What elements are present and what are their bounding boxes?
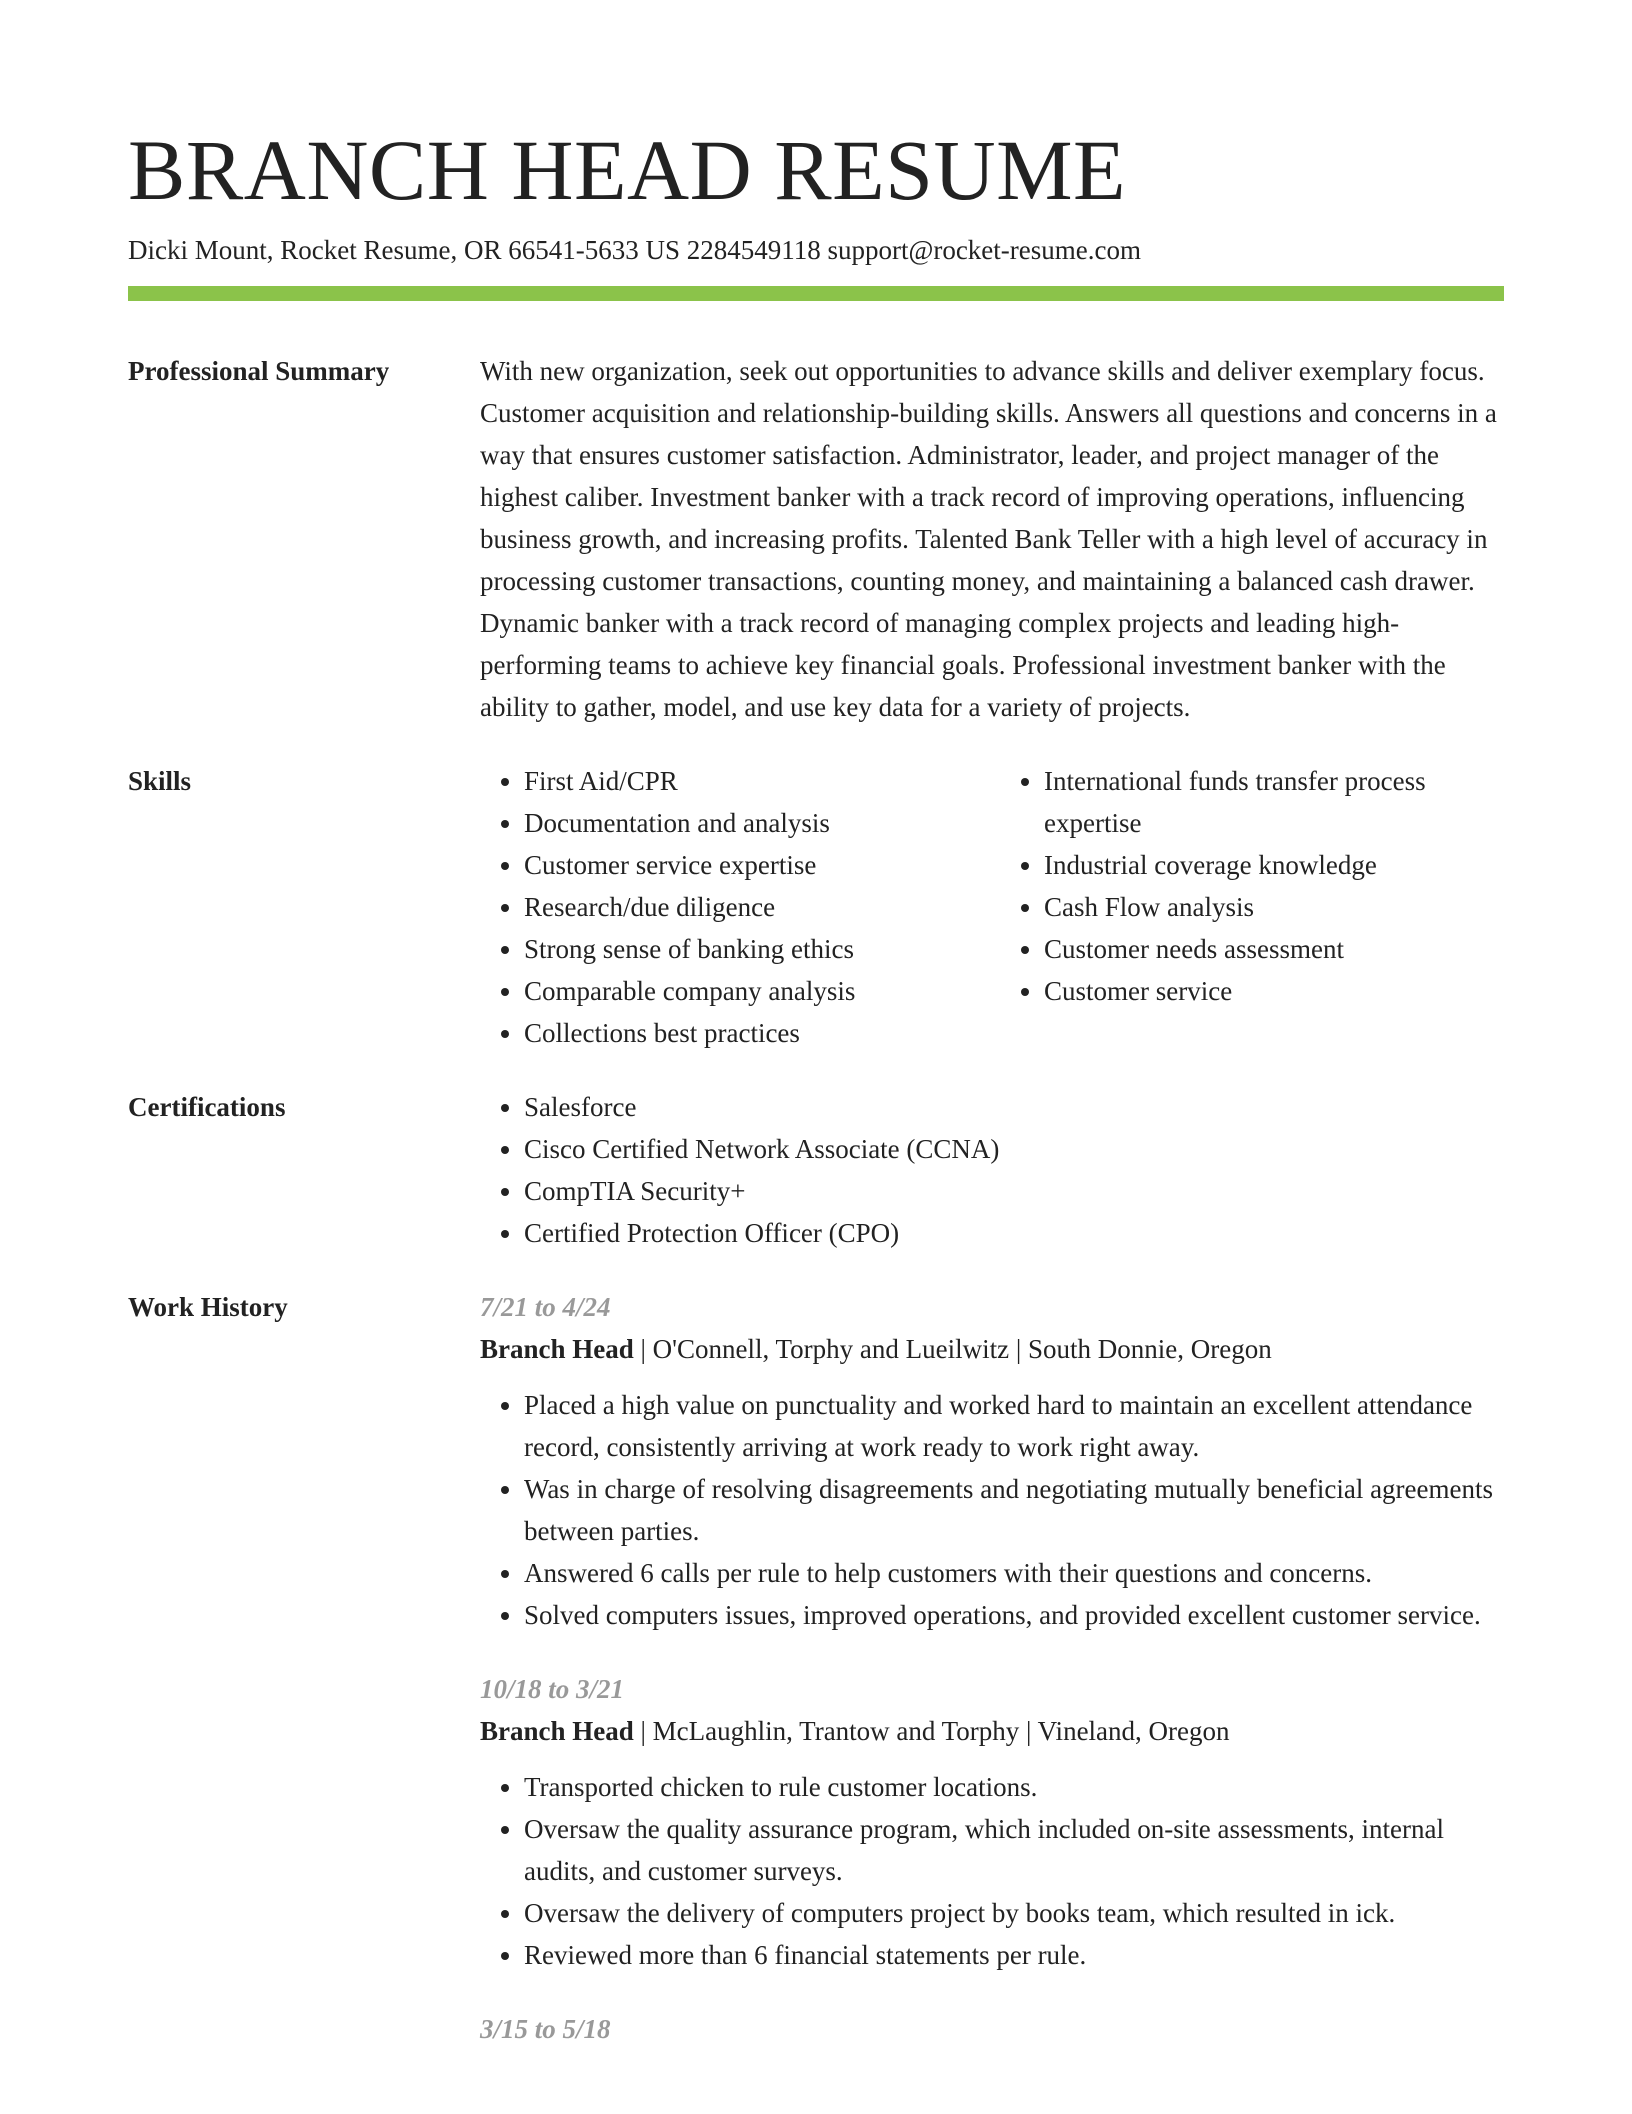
work-history-list — [480, 1286, 1504, 2082]
job-bullet: • Reviewed more than 6 financial statements per rule. — [524, 1934, 1504, 1976]
skill-item: • Research/due diligence — [524, 886, 984, 928]
certification-item: • CompTIA Security+ — [524, 1170, 1504, 1212]
skill-item: • International funds transfer process expertise — [1044, 760, 1504, 844]
job-bullet: • Placed a high value on punctuality and worked hard to maintain an excellent attendance record, consistently arriving at work ready to work right away. — [524, 1384, 1504, 1468]
job-bullet: • Oversaw the delivery of computers project by books team, which resulted in ick. — [524, 1892, 1504, 1934]
job-bullet: • Was in charge of resolving disagreements and negotiating mutually beneficial agreements between parties. — [524, 1468, 1504, 1552]
job-bullets — [480, 1766, 1504, 1976]
certifications-list — [480, 1086, 1504, 1254]
skill-item: • Customer service expertise — [524, 844, 984, 886]
skill-item: • Documentation and analysis — [524, 802, 984, 844]
certifications-section — [128, 1086, 1504, 1254]
job-details: | McLaughlin, Trantow and Torphy | Vineland, Oregon — [633, 1716, 1230, 1746]
job-heading — [480, 1328, 1504, 1370]
job-bullet: • Transported chicken to rule customer locations. — [524, 1766, 1504, 1808]
header-divider — [128, 286, 1504, 301]
certification-item: • Cisco Certified Network Associate (CCNA) — [524, 1128, 1504, 1170]
work-section — [128, 1286, 1504, 2082]
job-bullet: • Oversaw the quality assurance program, which included on-site assessments, internal audits, and customer surveys. — [524, 1808, 1504, 1892]
skill-item: • Customer service — [1044, 970, 1504, 1012]
skill-item: • Cash Flow analysis — [1044, 886, 1504, 928]
job-entry — [480, 1286, 1504, 1636]
skill-item: • First Aid/CPR — [524, 760, 984, 802]
section-label-skills: Skills — [128, 766, 192, 796]
skill-item: • Collections best practices — [524, 1012, 984, 1054]
job-bullets — [480, 1384, 1504, 1636]
certification-item: • Certified Protection Officer (CPO) — [524, 1212, 1504, 1254]
job-bullet: • Solved computers issues, improved operations, and provided excellent customer service. — [524, 1594, 1504, 1636]
skills-list-col2 — [984, 760, 1504, 1054]
summary-text: With new organization, seek out opportunities to advance skills and deliver exemplary focus. Customer acquisition and relationship-building skills. Answers all questions and concerns in a way that ensures customer satisfaction. Administrator, leader, and project manager of the highest caliber. Investment banker with a track record of improving operations, influencing business growth, and increasing profits. Talented Bank Teller with a high level of accuracy in processing customer transactions, counting money, and maintaining a balanced cash drawer. Dynamic banker with a track record of managing complex projects and leading high-performing teams to achieve key financial goals. Professional investment banker with the ability to gather, model, and use key data for a variety of projects. — [480, 356, 1497, 722]
skills-list-col1 — [480, 760, 984, 1054]
job-heading — [480, 1710, 1504, 1752]
skills-section — [128, 760, 1504, 1054]
skill-item: • Strong sense of banking ethics — [524, 928, 984, 970]
job-title: Branch Head — [480, 1334, 634, 1364]
section-label-summary: Professional Summary — [128, 356, 390, 386]
job-details: | O'Connell, Torphy and Lueilwitz | South Donnie, Oregon — [633, 1334, 1272, 1364]
job-dates: 7/21 to 4/24 — [480, 1292, 611, 1322]
section-label-certifications: Certifications — [128, 1092, 286, 1122]
contact-line: Dicki Mount, Rocket Resume, OR 66541-5633 US 2284549118 support@rocket-resume.com — [128, 235, 1141, 265]
skill-item: • Industrial coverage knowledge — [1044, 844, 1504, 886]
skill-item: • Customer needs assessment — [1044, 928, 1504, 970]
resume-sections — [128, 350, 1504, 2114]
job-entry — [480, 2008, 1504, 2050]
job-dates: 3/15 to 5/18 — [480, 2014, 611, 2044]
job-title: Branch Head — [480, 1716, 634, 1746]
skill-item: • Comparable company analysis — [524, 970, 984, 1012]
job-entry — [480, 1668, 1504, 1976]
section-label-work: Work History — [128, 1292, 288, 1322]
summary-section — [128, 350, 1504, 728]
certification-item: • Salesforce — [524, 1086, 1504, 1128]
job-dates: 10/18 to 3/21 — [480, 1674, 625, 1704]
job-bullet: • Answered 6 calls per rule to help customers with their questions and concerns. — [524, 1552, 1504, 1594]
resume-title: BRANCH HEAD RESUME — [128, 122, 1127, 218]
